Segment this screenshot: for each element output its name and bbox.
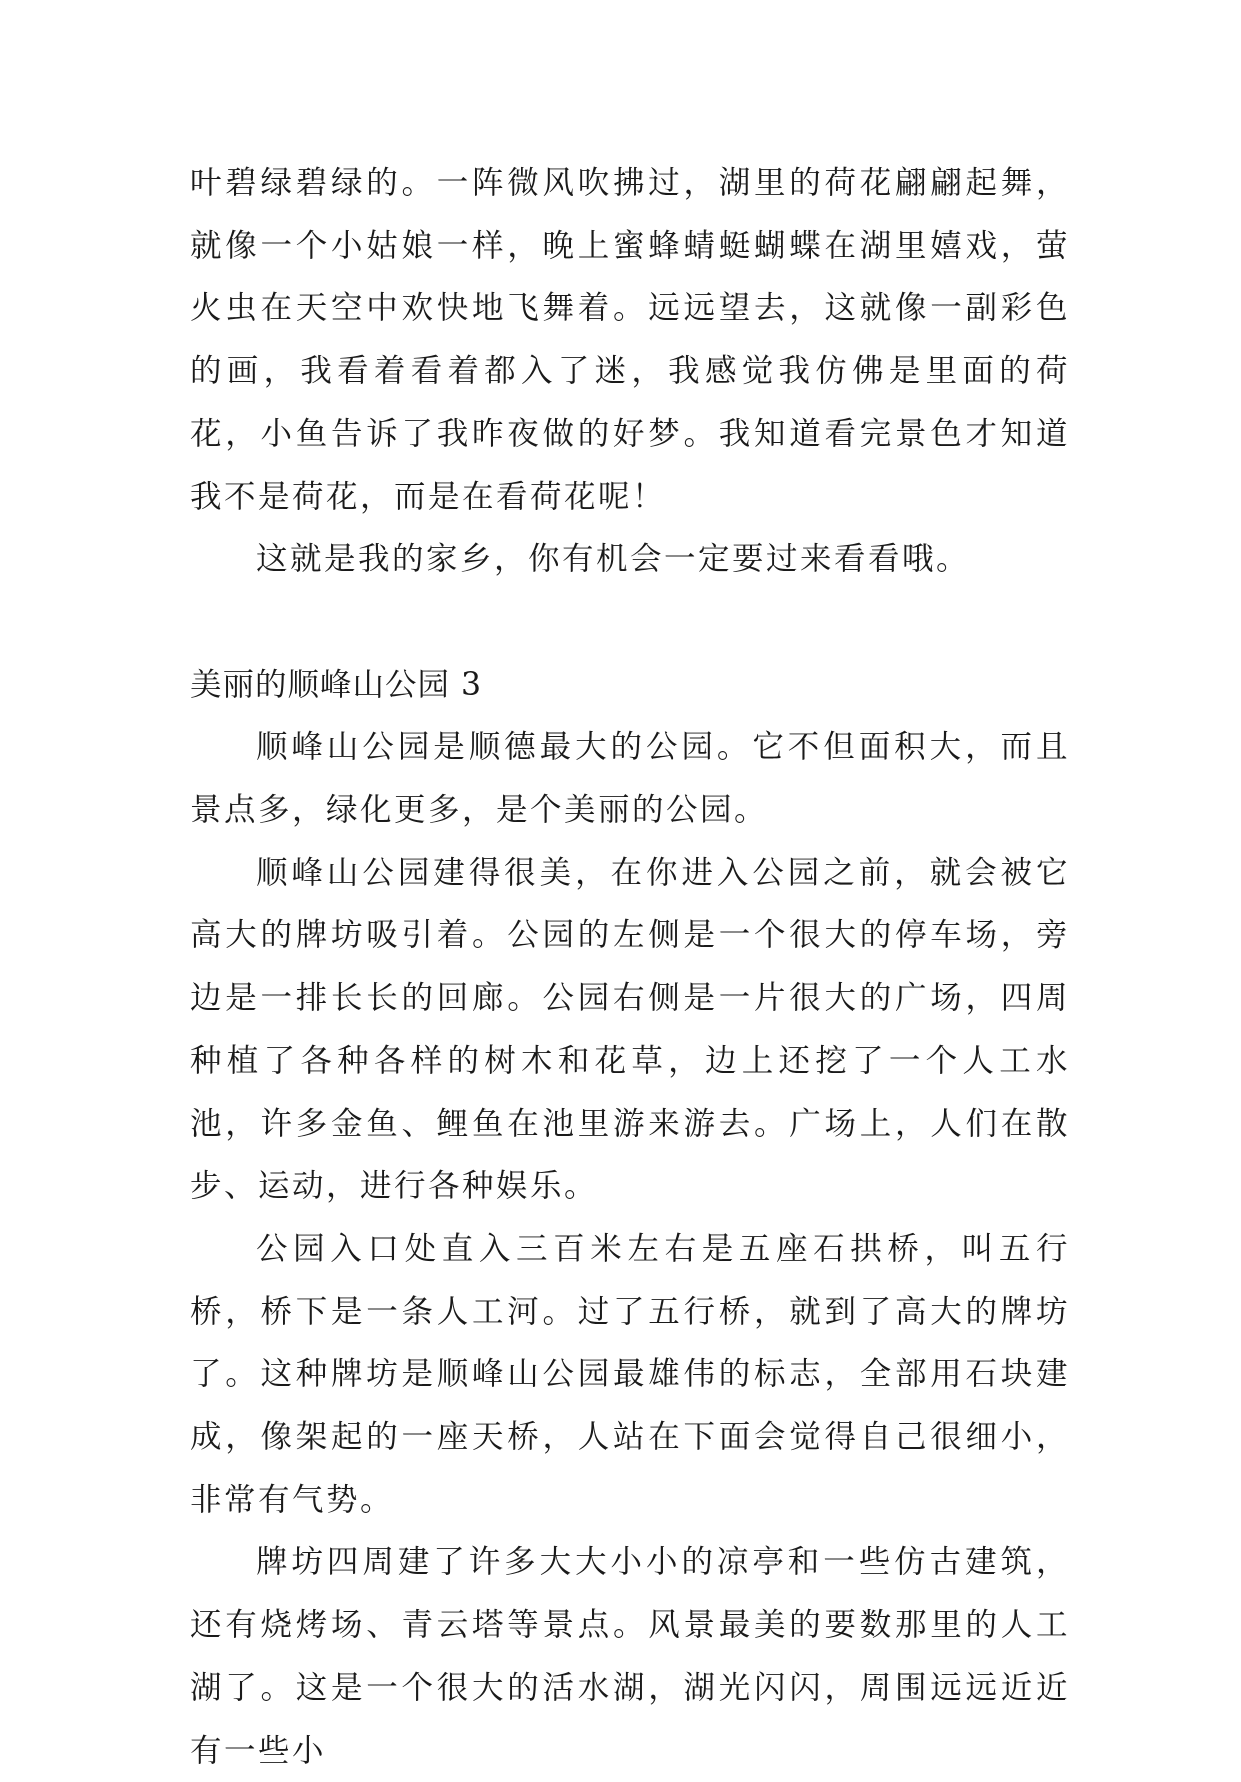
paragraph-closing: 这就是我的家乡，你有机会一定要过来看看哦。 (256, 541, 971, 578)
document-body (190, 152, 1070, 1782)
paragraph-continuation: 叶碧绿碧绿的。一阵微风吹拂过，湖里的荷花翩翩起舞，就像一个小姑娘一样，晚上蜜蜂蜻蜓蝴蝶在湖里嬉戏，萤火虫在天空中欢快地飞舞着。远远望去，这就像一副彩色的画，我看着看着都入了迷，我感觉我仿佛是里面的荷花，小鱼告诉了我昨夜做的好梦。我知道看完景色才知道我不是荷花，而是在看荷花呢！ (190, 165, 1070, 515)
paragraph-layout: 顺峰山公园建得很美，在你进入公园之前，就会被它高大的牌坊吸引着。公园的左侧是一个很大的停车场，旁边是一排长长的回廊。公园右侧是一片很大的广场，四周种植了各种各样的树木和花草，边上还挖了一个人工水池，许多金鱼、鲤鱼在池里游来游去。广场上，人们在散步、运动，进行各种娱乐。 (190, 854, 1070, 1205)
paragraph-intro: 顺峰山公园是顺德最大的公园。它不但面积大，而且景点多，绿化更多，是个美丽的公园。 (190, 729, 1070, 829)
section-title: 美丽的顺峰山公园 3 (190, 666, 483, 703)
section-gap (190, 591, 1070, 654)
paragraph-entrance: 公园入口处直入三百米左右是五座石拱桥，叫五行桥，桥下是一条人工河。过了五行桥，就到了高大的牌坊了。这种牌坊是顺峰山公园最雄伟的标志，全部用石块建成，像架起的一座天桥，人站在下面会觉得自己很细小，非常有气势。 (190, 1230, 1070, 1518)
paragraph-lake: 牌坊四周建了许多大大小小的凉亭和一些仿古建筑，还有烧烤场、青云塔等景点。风景最美的要数那里的人工湖了。这是一个很大的活水湖，湖光闪闪，周围远远近近有一些小 (190, 1544, 1070, 1769)
